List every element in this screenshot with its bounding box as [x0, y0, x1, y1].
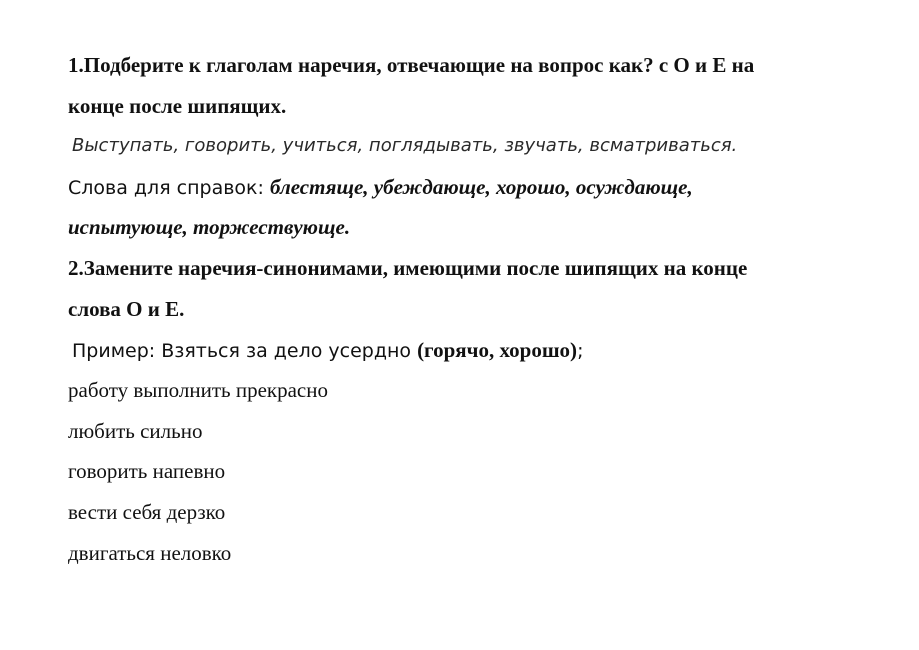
task2-item: работу выполнить прекрасно: [68, 378, 328, 402]
task1-reference-line1: [68, 174, 693, 201]
task2-item: вести себя дерзко: [68, 500, 226, 524]
reference-words-part2: испытующе, торжествующе.: [68, 215, 351, 239]
example-end: ;: [577, 340, 584, 362]
reference-words-part1: блестяще, убеждающе, хорошо, осуждающе,: [269, 175, 693, 199]
example-label: Пример: Взяться за дело усердно: [72, 340, 418, 362]
task2-heading-line1: 2.Замените наречия-синонимами, имеющими после шипящих на конце: [68, 256, 748, 280]
task2-example: [72, 337, 583, 364]
task2-item: говорить напевно: [68, 459, 226, 483]
example-answer: (горячо, хорошо): [417, 338, 578, 362]
task1-verbs-list: Выступать, говорить, учиться, поглядывать, звучать, всматриваться.: [72, 135, 738, 156]
reference-label: Слова для справок:: [68, 177, 270, 199]
task2-item: двигаться неловко: [68, 541, 232, 565]
task2-item: любить сильно: [68, 419, 203, 443]
task2-heading-line2: слова О и Е.: [68, 297, 185, 321]
task1-heading-line1: 1.Подберите к глаголам наречия, отвечающие на вопрос как? с О и Е на: [68, 53, 755, 77]
task1-heading-line2: конце после шипящих.: [68, 94, 287, 118]
